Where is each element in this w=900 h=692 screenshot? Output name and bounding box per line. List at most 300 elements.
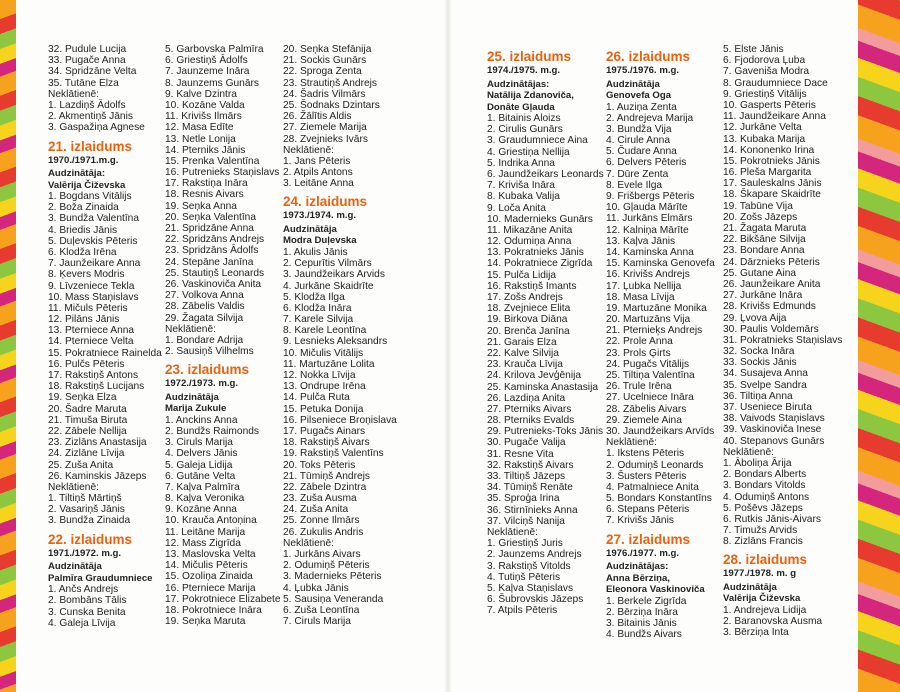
list-item: 10. Mass Staņislavs [48,291,139,303]
list-item: 28. Zvejnieks Ivārs [283,133,368,145]
teacher-label: Audzinātāja [48,561,102,573]
list-item: 5. Pošēvs Jāzeps [723,502,803,514]
list-item: 23. Spridzāns Ādolfs [165,245,259,257]
left-decorative-border [0,0,16,692]
list-item: 23. Krauča Līvija [487,359,563,371]
list-item: 36. Stirnīnieks Anna [487,504,578,516]
list-item: 20. Zošs Jāzeps [723,211,798,223]
list-item: 2. Sausiņš Vilhelms [165,346,254,358]
list-item: 24. Stepāne Janīna [165,256,254,268]
list-item: 25. Zonne Ilmārs [283,515,360,527]
list-item: 18. Masa Līvija [606,291,675,303]
list-item: 30. Jaundžeikars Arvīds [606,425,715,437]
list-item: 7. Jaunzeme Ināra [165,66,250,78]
list-item: 10. Mičulis Vitālijs [283,347,364,359]
list-item: 4. Patmalniece Anita [606,481,699,493]
list-item: 23. Prols Ģirts [606,347,671,359]
list-item: 8. Karele Leontīna [283,325,367,337]
list-item: 9. Lesnieks Aleksandrs [283,336,388,348]
list-item: 27. Jurkāne Ināra [723,290,803,302]
list-item: 5. Kaļva Staņislavs [487,582,574,594]
list-item: 3. Leitāne Anna [283,178,354,190]
list-item: 35. Tutāne Elza [48,77,119,89]
list-item: 1. Āboliņa Ārija [723,457,792,469]
list-item: 17. Zošs Andrejs [487,292,563,303]
section-heading: 21. izlaidums [48,138,133,154]
list-item: 32. Socka Ināra [723,346,795,358]
list-item: 4. Bundžs Aivars [606,629,682,641]
list-item: 6. Jaundžeikars Leonards [487,168,604,180]
list-item: 9. Griestiņš Vitālijs [723,88,807,100]
list-item: 20. Seņka Valentīna [165,211,257,223]
list-item: 15. Ozoliņa Zinaida [165,571,253,583]
section-heading: 28. izlaidums [723,552,808,568]
list-item: 1. Jans Pēteris [283,155,351,167]
list-item: 5. Galeja Lidija [165,459,233,471]
list-item: 20. Brenča Janīna [487,325,570,337]
list-item: 25. Tiltiņa Valentīna [606,370,695,381]
section-heading: 27. izlaidums [606,531,691,547]
list-item: 2. Jaunzems Andrejs [487,549,582,561]
list-item: 14. Pterniks Jānis [165,144,246,156]
list-item: 12. Kalniņa Mārīte [606,224,689,236]
list-item: 8. Zizlāns Francis [723,536,803,548]
list-item: 17. Pugačs Ainars [283,425,366,437]
list-item: 23. Bondare Anna [723,245,805,257]
list-item: 1. Auziņa Zenta [606,101,677,113]
list-item: 2. Boža Zinaida [48,202,119,214]
list-item: 3. Jaundžeikars Arvids [283,269,385,281]
column-1 [48,44,162,629]
section-heading: 26. izlaidums [606,49,691,64]
list-item: 14. Kononenko Irina [723,144,815,156]
list-item: 3. Gaspažiņa Agnese [48,122,145,134]
teacher-name: Palmīra Graudumniece [48,572,153,584]
list-item: 7. Atpils Pēteris [487,605,558,617]
teacher-label: Audzinātāja [165,391,219,403]
list-item: 6. Griestiņš Ādolfs [165,55,248,67]
list-item: 1. Ikstens Pēteris [606,448,685,460]
list-item: 24. Zuša Anita [283,504,349,516]
list-item: 17. Rakstiņa Ināra [165,178,248,190]
list-item: 16. Pterniece Marija [165,582,256,594]
list-item: Neklātienē: [48,88,99,100]
list-item: 39. Vaskinoviča Inese [723,424,822,436]
list-item: 2. Cirulis Gunārs [487,124,563,136]
list-item: 1. Ančs Andrejs [48,584,119,596]
list-item: 20. Martuzāns Vija [606,314,691,326]
list-item: 7. Gaveniša Modra [723,66,810,78]
teacher-name: Valērija Čiževska [723,593,801,605]
list-item: 19. Seņka Anna [165,200,237,212]
list-item: 6. Fjodorova Ļuba [723,55,806,67]
list-item: 21. Timuša Biruta [48,414,128,426]
list-item: 38. Vaivods Staņislavs [723,413,825,425]
list-item: 1. Jurkāns Aivars [283,549,361,560]
list-item: 8. Graudumniece Dace [723,77,828,89]
list-item: 13. Maslovska Velta [165,549,256,560]
list-item: 10. Gasperts Pēteris [723,99,816,111]
list-item: 8. Kaļva Veronika [165,493,245,505]
list-item: 12. Odumiņa Anna [487,236,572,248]
list-item: 37. Useniece Biruta [723,402,812,413]
list-item: 3. Bundža Vija [606,123,672,135]
list-item: 9. Līvzeniece Tekla [48,280,135,292]
list-item: 30. Paulis Voldemārs [723,323,819,335]
list-item: 11. Krivišs Ilmārs [165,111,242,123]
list-item: 25. Zuša Anita [48,459,114,471]
list-item: 22. Zābele Dzintra [283,481,367,493]
list-item: 5. Bondars Konstantīns [606,493,712,505]
list-item: 32. Pudule Lucija [48,44,127,55]
list-item: 2. Bundžs Raimonds [165,425,260,437]
list-item: 29. Ziemele Aina [606,414,682,426]
list-item: 3. Cunska Benita [48,606,126,618]
list-item: 8. Jaunzems Gunārs [165,77,259,89]
list-item: 3. Bundža Zinaida [48,515,131,527]
list-item: 21. Pterniek̦s Andrejs [606,325,703,337]
list-item: 3. Bondars Vitolds [723,480,806,492]
list-item: 27. Ucelniece Ināra [606,392,694,404]
list-item: 2. Baranovska Ausma [723,616,823,628]
list-item: 2. Akmentiņš Jānis [48,111,133,123]
list-item: 5. Sausiņa Veneranda [283,593,384,605]
teacher-name: Modra Duļevska [283,235,357,247]
list-item: 7. Ciruls Marija [283,616,351,628]
list-item: 14. Pokratniece Zigrīda [487,258,593,270]
list-item: 19. Martuzāne Monika [606,302,707,314]
list-item: 2. Bērziņa Ināra [606,606,678,618]
list-item: 8. Kubaka Valija [487,191,560,203]
list-item: 13. Pokratnieks Jānis [487,247,584,259]
list-item: 13. Netle Lonija [165,133,236,145]
right-decorative-border [858,0,900,692]
list-item: 11. Leitāne Marija [165,526,246,538]
list-item: 6. Stepans Pēteris [606,504,690,516]
list-item: 15. Pokratniece Rainelda [48,347,162,359]
list-item: 28. Krivišs Edmunds [723,301,816,313]
list-item: 35. Svelpe Sandra [723,379,807,391]
list-item: 5. Garbovska Palmīra [165,44,264,55]
list-item: 3. Bundža Valentīna [48,213,140,225]
list-item: 16. Rakstiņš Imants [487,280,577,292]
list-item: 13. Kubaka Marija [723,133,806,145]
teacher-label: Audzinātāja: [48,168,106,179]
list-item: 23. Strautiņš Andrejs [283,77,378,89]
list-item: 12. Nokka Līvija [283,370,356,381]
list-item: 24. Zizlāne Līvija [48,448,125,460]
list-item: 18. Rakstiņš Lucijans [48,381,145,393]
list-item: 12. Jurkāne Velta [723,122,802,134]
list-item: 36. Tiltiņa Anna [723,390,793,402]
column-6 [723,44,842,639]
list-item: 4. Griestiņa Nellija [487,146,570,158]
list-item: 10. Krauča Antoņina [165,515,257,527]
list-item: 3. Rakstiņš Vitolds [487,560,571,572]
list-item: 4. Tutiņš Pēteris [487,571,561,583]
list-item: 8. Ķevers Modris [48,269,125,281]
school-year: 1971./1972. m.g. [48,547,122,559]
list-item: 5. Indrika Anna [487,157,555,169]
list-item: 7. Karele Silvija [283,314,354,326]
list-item: 7. Jaunžeikare Anna [48,258,141,270]
list-item: 20. Toks Pēteris [283,459,356,471]
list-item: 26. Kaminskis Jāzeps [48,470,147,482]
list-item: 29. Putrenieks-Toks Jānis [487,426,604,438]
school-year: 1973./1974. m.g. [283,210,357,222]
list-item: 9. Kozāne Anna [165,504,237,516]
list-item: 22. Prole Anna [606,336,673,348]
page-fold [444,0,452,692]
list-item: Neklātienē: [283,144,334,156]
list-item: 19. Seņka Elza [48,392,117,404]
column-5 [606,44,715,640]
list-item: 18. Resnis Aivars [165,189,244,201]
list-item: 4. Galeja Līvija [48,617,116,629]
list-item: 2. Cepurītis Vilmārs [283,258,372,270]
list-item: 11. Martuzāne Lolita [283,358,375,370]
list-item: 21. Sockis Gunārs [283,55,367,67]
list-item: 15. Petuka Donija [283,403,364,415]
list-item: 12. Mass Zigrīda [165,537,241,549]
list-item: 27. Volkova Anna [165,290,244,302]
list-item: 3. Madernieks Pēteris [283,571,382,583]
list-item: 2. Andrejeva Marija [606,112,694,124]
teacher-name: Natālija Zdanoviča, [487,90,574,101]
list-item: 2. Odumiņš Pēteris [283,560,370,572]
list-item: 6. Klodža Ināra [283,302,352,314]
list-item: 3. Šusters Pēteris [606,470,687,482]
list-item: 26. Zukulis Andris [283,526,364,538]
list-item: 25. Stautiņš Leonards [165,267,265,279]
list-item: 19. Birkova Diāna [487,314,568,326]
list-item: 19. Rakstiņš Valentīns [283,448,384,460]
list-item: 1. Lazdiņš Ādolfs [48,99,126,111]
list-item: 19. Seņka Maruta [165,616,246,628]
teacher-label: Audzinātāja [723,581,777,593]
teacher-name: Anna Bērziņa, [606,572,670,584]
list-item: 21. Garais Elza [487,336,557,348]
list-item: 17. Rakstiņš Antons [48,370,139,381]
list-item: 40. Stepanovs Gunārs [723,435,825,447]
list-item: 11. Jurkāns Elmārs [606,213,693,225]
list-item: 18. Škapare Skaidrīte [723,189,821,201]
list-item: 3. Bērziņa Inta [723,627,789,639]
list-item: 37. Vilciņš Nanija [487,515,565,527]
list-item: 14. Pulča Ruta [283,392,350,404]
list-item: 13. Ondrupe Irēna [283,381,366,393]
list-item: 20. Šadre Maruta [48,403,127,415]
school-year: 1977./1978. m. g [723,568,797,580]
list-item: 24. Krilova Jevģēnija [487,370,582,382]
list-item: 17. Ļubka Nellija [606,280,682,292]
list-item: 2. Vasariņš Jānis [48,504,125,516]
list-item: 28. Zābelis Aivars [606,403,687,415]
list-item: 10. Kozāne Valda [165,99,245,111]
list-item: 35. Sproģa Irina [487,493,560,505]
list-item: 5. Čudare Anna [606,146,677,158]
list-item: 4. Jurkāne Skaidrīte [283,280,374,292]
list-item: Neklātienē: [606,437,657,449]
list-item: 9. Frišbergs Pēteris [606,191,695,202]
section-heading: 24. izlaidums [283,194,368,210]
list-item: 6. Delvers Pēteris [606,157,687,169]
list-item: 9. Kalve Dzintra [165,88,237,100]
list-item: 27. Ziemele Marija [283,122,367,134]
list-item: 13. Pterniece Anna [48,325,135,337]
list-item: 11. Mičuls Pēteris [48,302,128,314]
list-item: 21. Spridzāne Anna [165,223,254,234]
list-item: 10. Gļauda Mārīte [606,202,688,214]
list-item: 4. Briedis Jānis [48,224,118,236]
list-item: 24. Dārznieks Pēteris [723,256,820,268]
column-4 [487,44,604,616]
list-item: 28. Pterniks Evalds [487,415,575,427]
list-item: 3. Bitainis Jānis [606,618,677,629]
list-item: 10. Madernieks Gunārs [487,213,593,225]
list-item: 1. Anckins Anna [165,414,238,426]
list-item: 24. Šadris Vilmārs [283,88,366,100]
list-item: 7. Timužs Arvids [723,525,798,537]
list-item: 1. Berkele Zigrīda [606,595,687,607]
school-year: 1976./1977. m.g. [606,547,680,559]
list-item: 1. Akulis Jānis [283,246,348,258]
list-item: Neklātienē: [487,526,538,538]
list-item: 15. Pokrotnieks Jānis [723,155,820,167]
teacher-name: Valērija Čiževska [48,179,126,191]
list-item: 34. Tūmiņš Renāte [487,482,573,494]
list-item: 19. Tabūne Vija [723,200,793,212]
list-item: 6. Gutāne Velta [165,470,236,482]
teacher-name: Genovefa Oga [606,90,672,101]
list-item: 1. Bondare Adrija [165,334,244,346]
list-item: 7. Dūre Zenta [606,168,669,180]
list-item: 2. Atpils Antons [283,167,353,179]
list-item: 16. Pleša Margarita [723,167,812,179]
list-item: 34. Spridzāne Velta [48,66,137,78]
list-item: 28. Zābelis Valdis [165,301,245,313]
list-item: 22. Spridzāns Andrejs [165,234,265,246]
list-item: 5. Duļevskis Pēteris [48,235,138,247]
list-item: 18. Rakstiņš Aivars [283,437,370,449]
list-item: 34. Susajeva Anna [723,368,808,380]
list-item: Neklātienē: [165,323,216,335]
list-item: 30. Pugače Valija [487,437,566,449]
school-year: 1975./1976. m.g. [606,65,680,76]
list-item: 6. Šubrovskis Jāzeps [487,594,584,606]
list-item: 1. Griestiņš Juris [487,538,563,550]
list-item: Neklātienē: [283,537,334,549]
list-item: 3. Graudumniece Aina [487,135,588,147]
list-item: 16. Pulčs Pēteris [48,358,125,370]
list-item: 23. Zizlāns Anastasija [48,437,147,449]
list-item: 1. Andrejeva Lidija [723,604,807,616]
list-item: 4. Delvers Jānis [165,448,238,460]
school-year: 1974./1975. m.g. [487,65,561,76]
list-item: 12. Pilāns Jānis [48,314,120,326]
list-item: 26. Jaunžeikare Anita [723,278,821,290]
teacher-name: Eleonora Vaskinoviča [606,584,705,596]
list-item: 11. Mikazāne Anita [487,224,573,236]
list-item: 14. Mičulis Pēteris [165,560,248,572]
list-item: 17. Sauleskalns Jānis [723,178,822,190]
list-item: 7. Krivišs Jānis [606,515,674,527]
section-heading: 22. izlaidums [48,531,133,547]
section-heading: 23. izlaidums [165,362,250,378]
list-item: 2. Bombāns Tālis [48,595,127,607]
list-item: 22. Zābele Nellija [48,425,127,437]
school-year: 1972./1973. m.g. [165,378,239,390]
list-item: 24. Pugačs Vitālijs [606,358,690,370]
list-item: 15. Prenka Valentīna [165,155,260,167]
column-2 [165,44,281,627]
column-3 [283,44,397,627]
list-item: 8. Evele Ilga [606,179,663,191]
list-item: 7. Kaļva Palmīra [165,481,240,493]
list-item: 2. Odumiņš Leonards [606,459,704,471]
list-item: 4. Ļubka Jānis [283,582,349,594]
list-item: 26. Lazdiņa Anita [487,392,566,404]
list-item: 15. Pulča Lidija [487,269,557,281]
list-item: 25. Šodnaks Dzintars [283,99,380,111]
list-item: 32. Rakstiņš Aivars [487,459,574,471]
school-year: 1970./1971.m.g. [48,154,119,166]
list-item: 15. Kaminska Genovefa [606,258,715,270]
list-item: 22. Sproga Zenta [283,66,362,78]
list-item: 3. Ciruls Marija [165,437,233,449]
list-item: 14. Pterniece Velta [48,336,134,348]
list-item: 17. Pokrotniece Elizabete [165,593,281,605]
list-item: 33. Tiltiņš Jāzeps [487,471,566,482]
list-item: 2. Bondars Alberts [723,469,807,481]
teacher-label: Audzinātājas: [606,561,669,573]
list-item: 33. Sockis Jānis [723,357,797,369]
list-item: 7. Kriviša Ināra [487,180,555,192]
teacher-name: Marija Zukule [165,403,227,415]
list-item: 6. Zuša Leontīna [283,604,360,616]
list-item: 16. Pilseniece Broņislava [283,414,397,426]
list-item: 1. Bogdans Vitālijs [48,191,132,202]
list-item: 21. Tūmiņš Andrejs [283,470,371,482]
teacher-label: Audzinātājas: [487,78,550,90]
list-item: 1. Tiltiņš Mārtiņš [48,493,122,505]
list-item: 12. Masa Edīte [165,122,234,134]
list-item: 5. Elste Jānis [723,44,784,55]
list-item: 26. Trule Irēna [606,381,672,393]
list-item: 29. Žagata Silvija [165,312,244,324]
list-item: 22. Bikšāne Silvija [723,234,806,246]
list-item: 31. Resne Vita [487,448,554,460]
list-item: 1. Bitainis Aloizs [487,113,561,124]
teacher-label: Audzinātāja [606,78,660,90]
list-item: 6. Klodža Irēna [48,246,117,258]
list-item: 4. Cirule Anna [606,135,670,147]
list-item: 21. Žagata Maruta [723,223,807,234]
teacher-name: Donāte Gļauda [487,101,555,113]
list-item: Neklātienē: [723,446,774,458]
section-heading: 25. izlaidums [487,49,572,64]
list-item: 16. Putrenieks Staņislavs [165,167,280,179]
list-item: 6. Rutkis Jānis-Aivars [723,513,821,525]
list-item: 11. Jaundžeikare Anna [723,111,826,123]
teacher-label: Audzinātāja [283,223,337,235]
list-item: Neklātienē: [48,481,99,493]
list-item: 20. Seņka Stefānija [283,44,372,55]
list-item: 33. Pugače Anna [48,55,126,67]
list-item: 22. Kalve Silvija [487,347,559,359]
list-item: 14. Kaminska Anna [606,246,694,258]
list-item: 27. Pterniks Aivars [487,403,572,415]
